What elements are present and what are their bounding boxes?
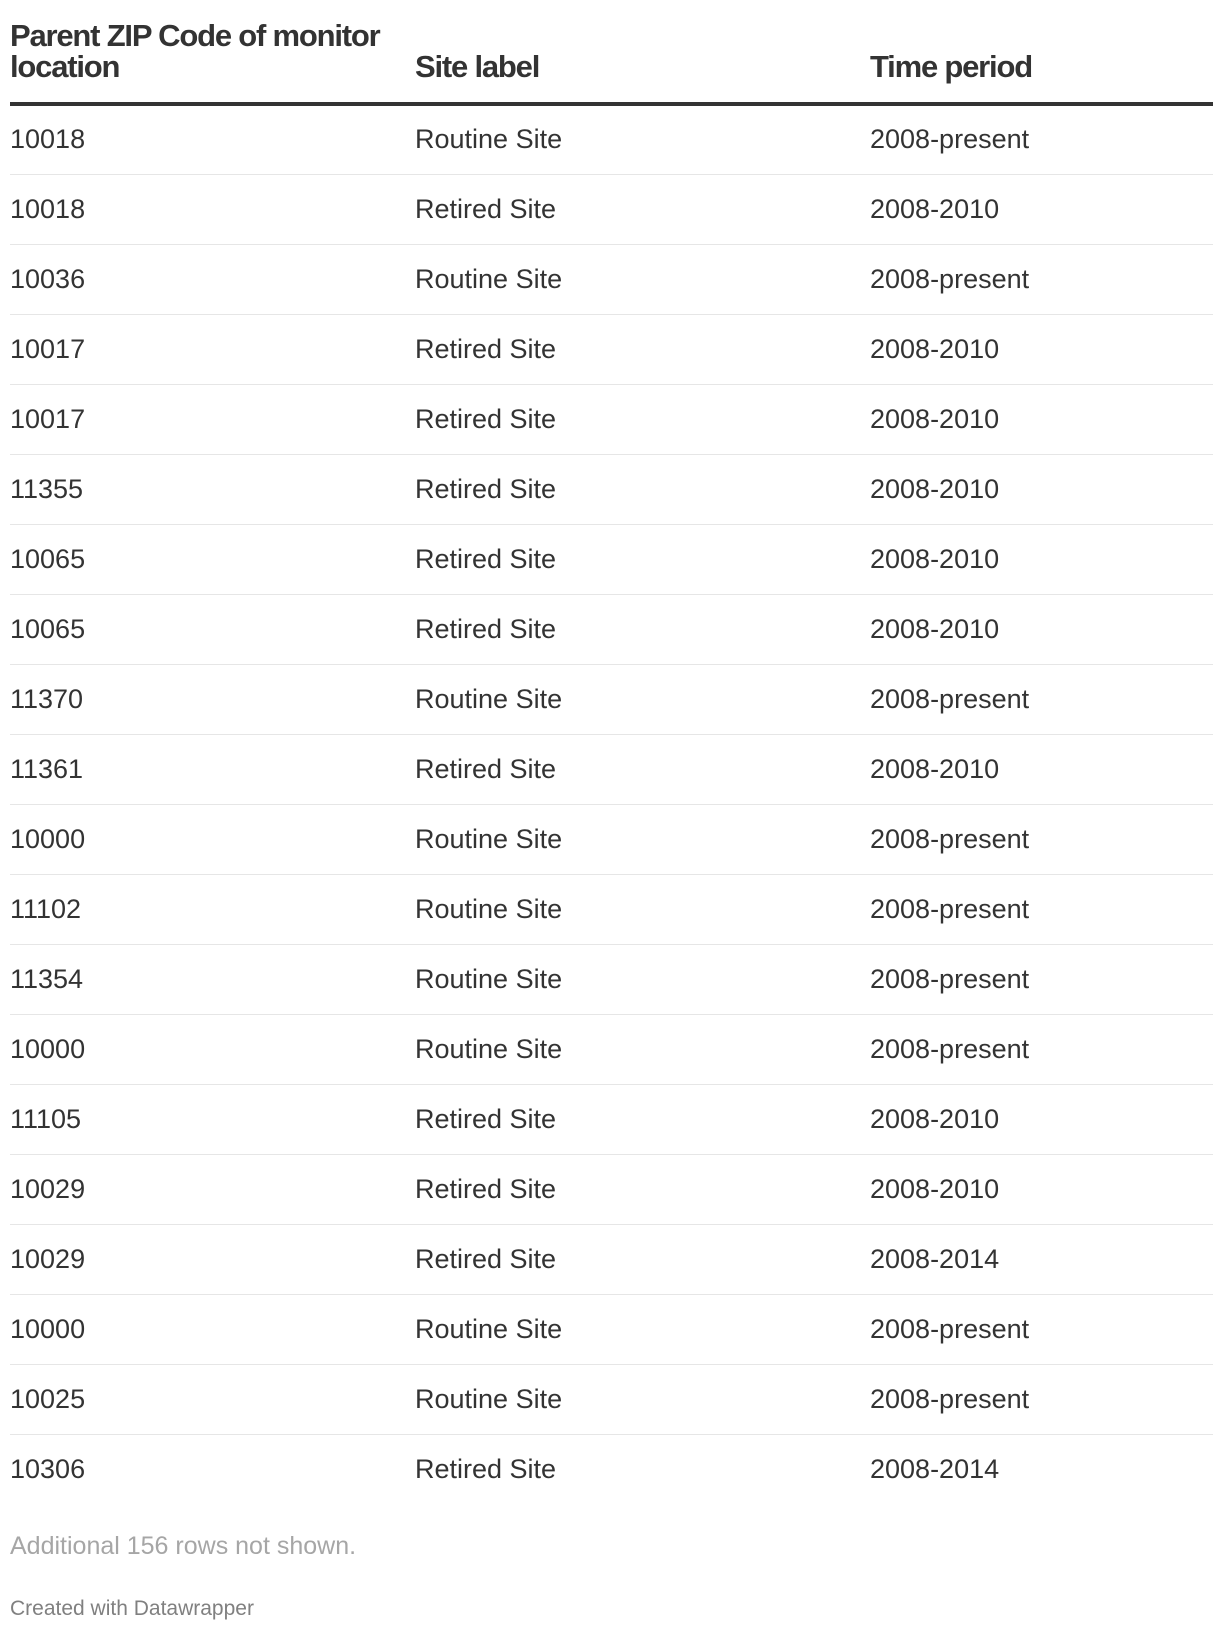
cell-zip-code: 10306 [10,1453,86,1484]
cell-site-label: Routine Site [415,944,870,1014]
table-row [10,314,1213,384]
table-row [10,104,1213,174]
cell-zip-code: 10025 [10,1364,415,1434]
cell-site-label: Routine Site [415,244,870,314]
cell-time-period: 2008-2010 [870,384,1213,454]
attribution-footer: Created with Datawrapper [10,1597,254,1620]
cell-site-label: Retired Site [415,734,870,804]
cell-site-label: Retired Site [415,314,870,384]
table-row [10,1294,1213,1364]
cell-zip-code: 11370 [10,664,415,734]
cell-time-period: 2008-present [870,1014,1213,1084]
header-row [10,0,1213,104]
table-header [10,0,1213,104]
cell-site-label: Retired Site [415,454,870,524]
cell-zip-code: 11102 [10,874,415,944]
cell-site-label: Retired Site [415,174,870,244]
table-row [10,1434,1213,1504]
cell-site-label: Routine Site [415,804,870,874]
cell-zip-code: 10029 [10,1224,415,1294]
cell-zip-code: 10000 [10,804,415,874]
cell-time-period: 2008-present [870,104,1213,174]
cell-time-period: 2008-2014 [870,1224,1213,1294]
cell-zip-code: 10017 [10,384,415,454]
cell-zip-code: 10036 [10,244,415,314]
cell-time-period: 2008-2010 [870,314,1213,384]
table-notes: Additional 156 rows not shown. [10,1532,357,1560]
table-row [10,1084,1213,1154]
table-row [10,804,1213,874]
cell-site-label: Routine Site [415,874,870,944]
cell-time-period: 2008-2010 [870,174,1213,244]
cell-site-label: Retired Site [415,594,870,664]
cell-time-period: 2008-present [870,1294,1213,1364]
cell-zip-code: 10000 [10,1014,415,1084]
cell-time-period: 2008-present [870,944,1213,1014]
table-row [10,174,1213,244]
cell-time-period: 2008-2010 [870,524,1213,594]
cell-time-period: 2008-present [870,804,1213,874]
cell-time-period: 2008-present [870,874,1213,944]
table-row [10,454,1213,524]
cell-site-label: Retired Site [415,1453,557,1484]
column-header-zip[interactable]: Parent ZIP Code of monitor location [10,0,415,104]
table-body [10,104,1213,1504]
data-table [10,0,1213,1504]
cell-zip-code: 10065 [10,524,415,594]
cell-site-label: Retired Site [415,1224,870,1294]
cell-zip-code: 10018 [10,174,415,244]
cell-zip-code: 10018 [10,104,415,174]
cell-zip-code: 10000 [10,1294,415,1364]
cell-site-label: Routine Site [415,1014,870,1084]
cell-site-label: Retired Site [415,1154,870,1224]
cell-zip-code: 11354 [10,944,415,1014]
table-row [10,594,1213,664]
column-header-site-label[interactable]: Site label [415,0,870,104]
table-row [10,1014,1213,1084]
table-row [10,664,1213,734]
cell-site-label: Routine Site [415,1294,870,1364]
table-row [10,244,1213,314]
table-row [10,1154,1213,1224]
cell-site-label: Routine Site [415,104,870,174]
cell-zip-code: 10017 [10,314,415,384]
cell-time-period: 2008-present [870,1364,1213,1434]
cell-site-label: Routine Site [415,664,870,734]
cell-time-period: 2008-present [870,664,1213,734]
table-row [10,734,1213,804]
cell-site-label: Routine Site [415,1364,870,1434]
cell-site-label: Retired Site [415,1084,870,1154]
cell-time-period: 2008-2014 [870,1453,1000,1484]
cell-zip-code: 10065 [10,594,415,664]
column-header-time-period[interactable]: Time period [870,0,1213,104]
cell-time-period: 2008-present [870,244,1213,314]
cell-time-period: 2008-2010 [870,1084,1213,1154]
cell-site-label: Retired Site [415,384,870,454]
table-row [10,1224,1213,1294]
cell-zip-code: 11355 [10,454,415,524]
cell-zip-code: 11361 [10,734,415,804]
table-row [10,944,1213,1014]
table-row [10,524,1213,594]
cell-site-label: Retired Site [415,524,870,594]
cell-time-period: 2008-2010 [870,734,1213,804]
cell-zip-code: 10029 [10,1154,415,1224]
table-row [10,384,1213,454]
table-row [10,1364,1213,1434]
table-row [10,874,1213,944]
cell-time-period: 2008-2010 [870,594,1213,664]
cell-time-period: 2008-2010 [870,454,1213,524]
cell-zip-code: 11105 [10,1084,415,1154]
cell-time-period: 2008-2010 [870,1154,1213,1224]
